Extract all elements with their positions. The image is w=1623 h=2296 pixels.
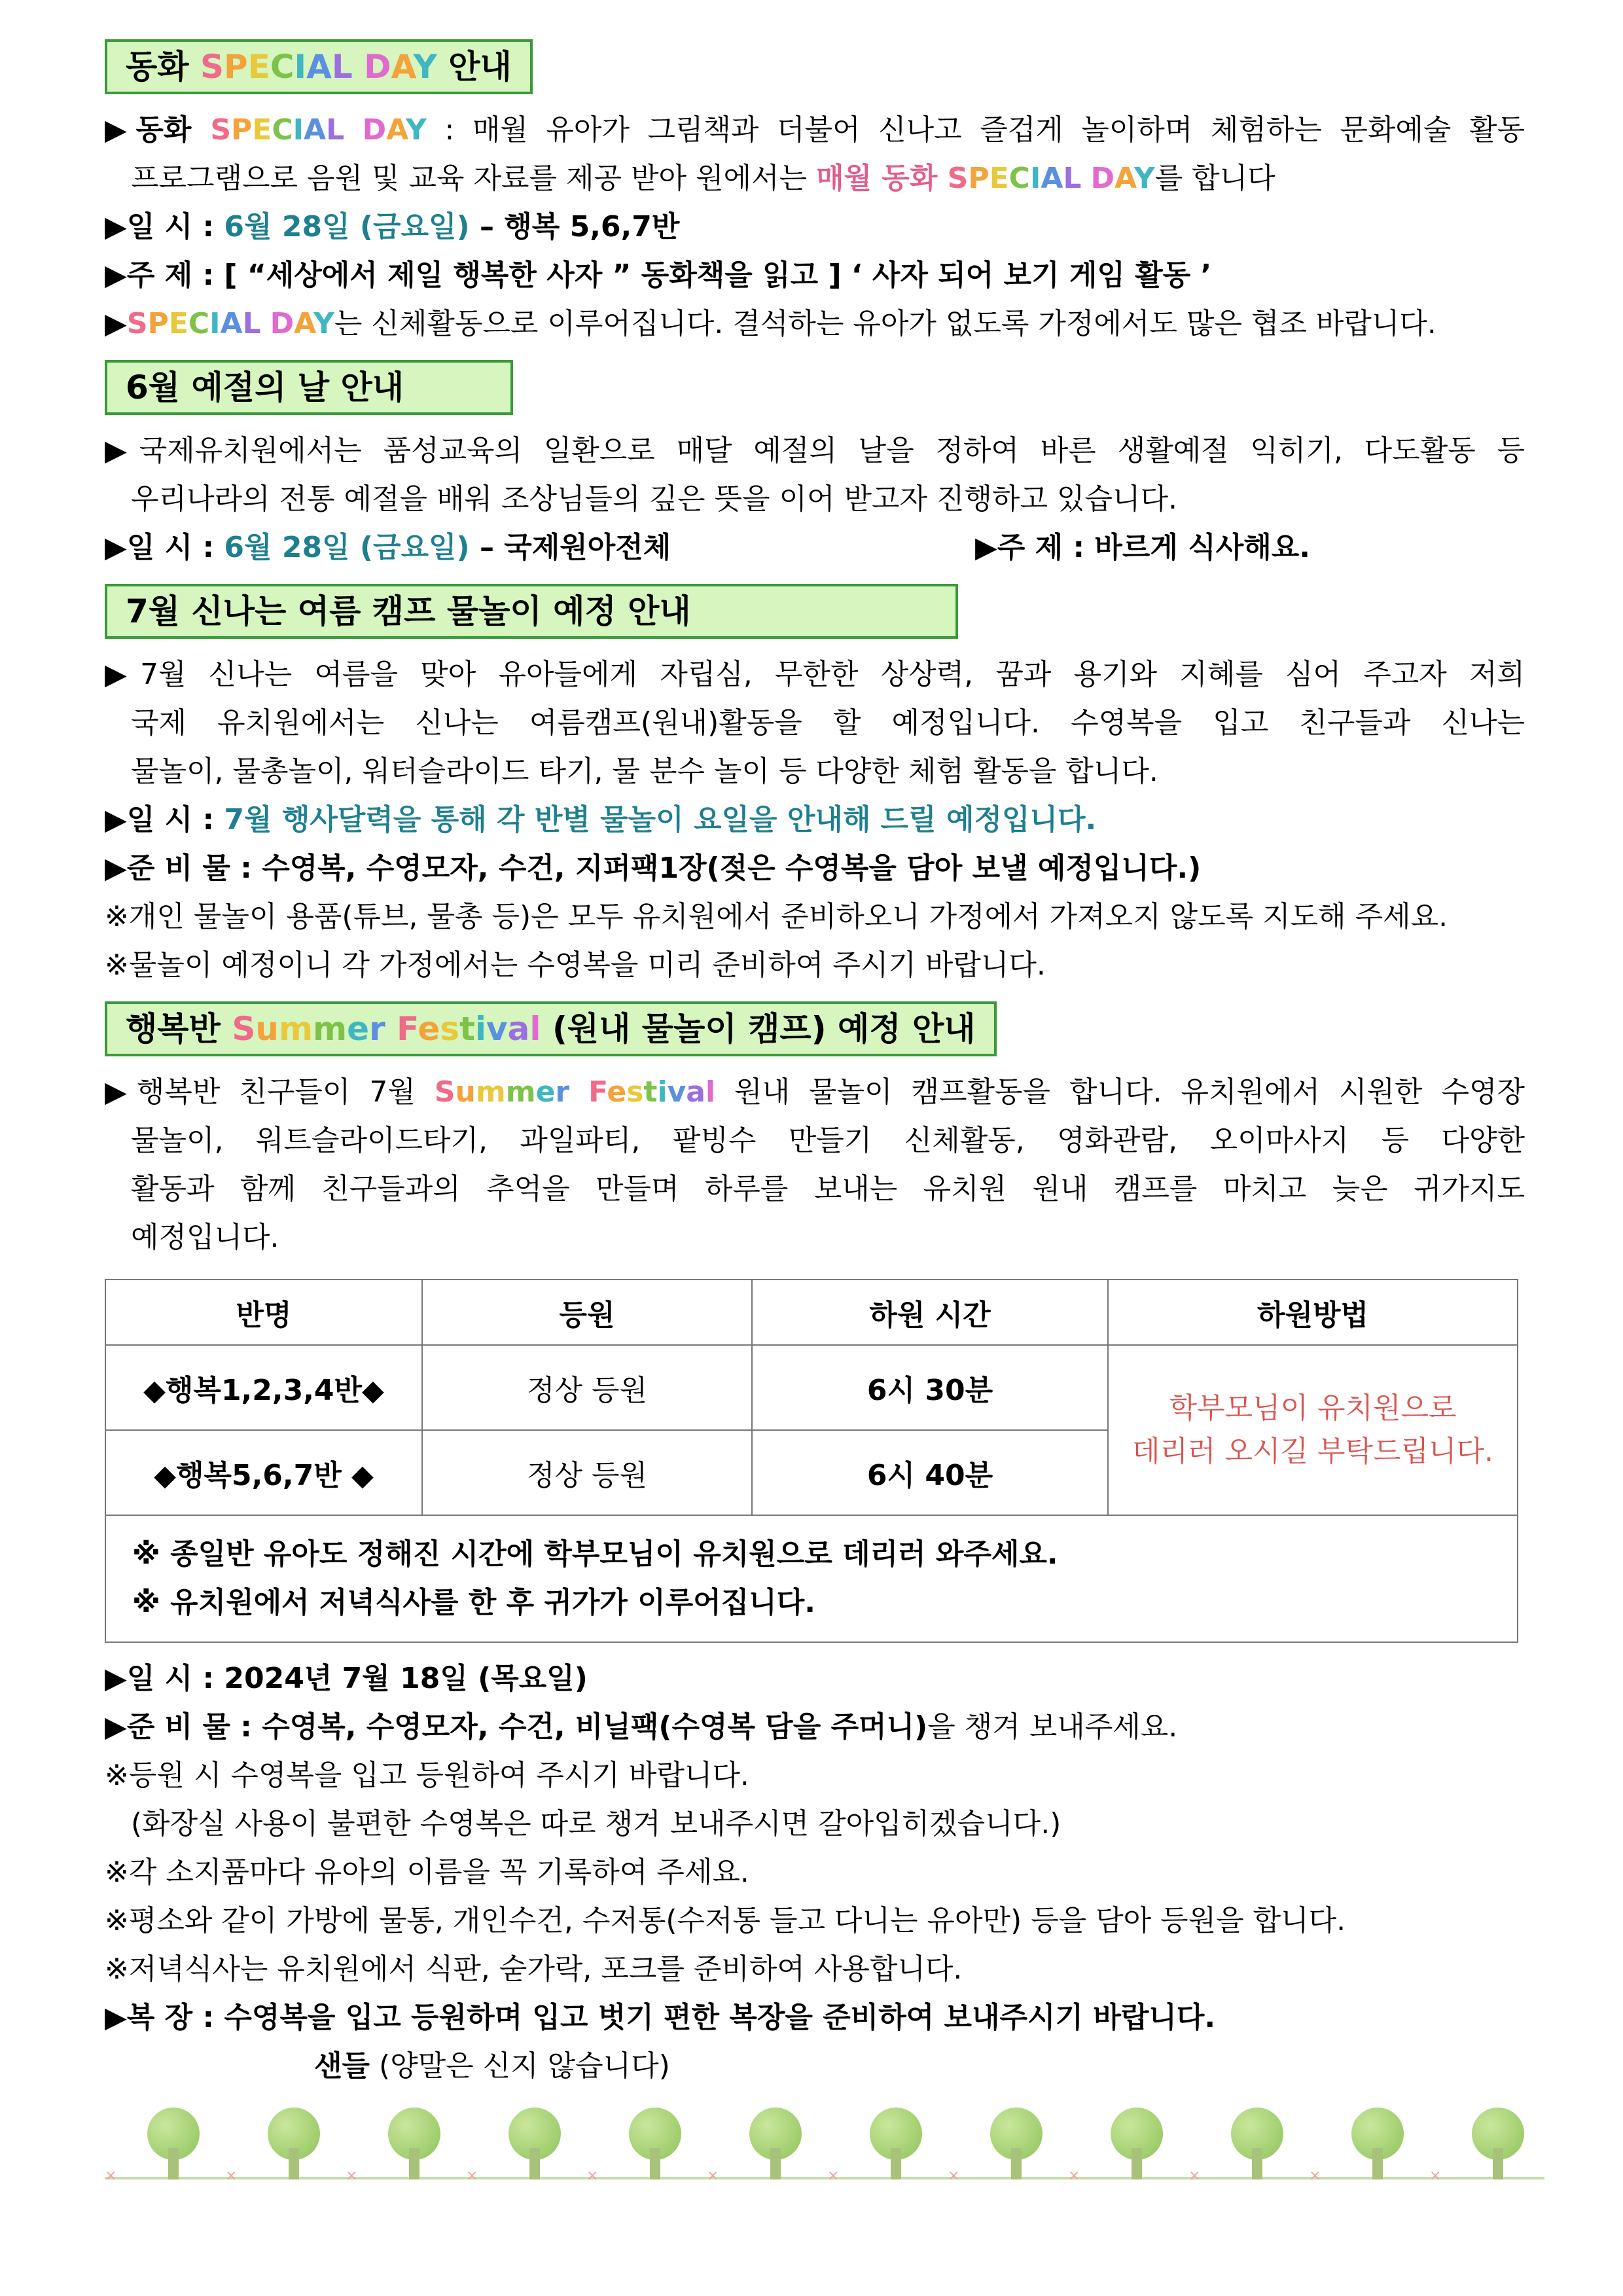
summer-rainbow-text: Summer xyxy=(232,1010,385,1048)
table-cell-method: 학부모님이 유치원으로 데리러 오시길 부탁드립니다. xyxy=(1108,1345,1518,1515)
table-cell-class: ◆행복1,2,3,4반◆ xyxy=(105,1345,422,1430)
camp-note2: ※물놀이 예정이니 각 가정에서는 수영복을 미리 준비하여 주시기 바랍니다. xyxy=(105,948,1046,982)
table-header: 등원 xyxy=(422,1280,752,1345)
table-row xyxy=(105,1345,1518,1430)
tree-icon xyxy=(1107,2108,1166,2179)
day-rainbow-text: DAY xyxy=(364,48,437,86)
table-cell-arrival: 정상 등원 xyxy=(422,1430,752,1515)
festival-note5: ※저녁식사는 유치원에서 식판, 숟가락, 포크를 준비하여 사용합니다. xyxy=(105,1952,963,1986)
camp-desc-line3: 물놀이, 물총놀이, 워터슬라이드 타기, 물 분수 놀이 등 다양한 체험 활동을 합니다. xyxy=(131,755,1158,788)
festival-note2: (화장실 사용이 불편한 수영복은 따로 챙겨 보내주시면 갈아입히겠습니다.) xyxy=(131,1807,1061,1840)
tree-icon xyxy=(626,2108,685,2179)
flower-icon: × xyxy=(1068,2168,1080,2184)
flower-icon: × xyxy=(948,2168,960,2184)
section-title-summer-festival: 행복반 Summer Festival (원내 물놀이 캠프) 예정 안내 xyxy=(105,1001,997,1056)
festival-note4: ※평소와 같이 가방에 물통, 개인수건, 수저통(수저통 들고 다니는 유아만) 등을 담아 등원을 합니다. xyxy=(105,1904,1346,1937)
special-day-desc-line2: 프로그램으로 음원 및 교육 자료를 제공 받아 원에서는 매월 동화 SPECIAL DAY를 합니다 xyxy=(131,162,1275,195)
table-header: 하원방법 xyxy=(1108,1280,1518,1345)
festival-note3: ※각 소지품마다 유아의 이름을 꼭 기록하여 주세요. xyxy=(105,1856,749,1889)
festival-desc-line1: ▶행복반 친구들이 7월 Summer Festival 원내 물놀이 캠프활동을 합니다. 유치원에서 시원한 수영장 xyxy=(105,1075,1525,1109)
special-rainbow-text: SPECIAL xyxy=(200,48,353,86)
festival-desc-line2: 물놀이, 워트슬라이드타기, 과일파티, 팥빙수 만들기 신체활동, 영화관람, 오이마사지 등 다양한 xyxy=(131,1124,1525,1157)
festival-sandal: 샌들 (양말은 신지 않습니다) xyxy=(314,2049,670,2083)
etiquette-desc-line2: 우리나라의 전통 예절을 배워 조상님들의 깊은 뜻을 이어 받고자 진행하고 있습니다. xyxy=(131,482,1177,516)
etiquette-theme: ▶주 제 : 바르게 식사해요. xyxy=(975,531,1310,564)
camp-desc-line2: 국제 유치원에서는 신나는 여름캠프(원내)활동을 할 예정입니다. 수영복을 입고 친구들과 신나는 xyxy=(131,706,1525,740)
tree-icon xyxy=(746,2108,805,2179)
flower-icon: × xyxy=(586,2168,599,2184)
section-title-etiquette: 6월 예절의 날 안내 xyxy=(105,360,513,415)
etiquette-date-row: ▶일 시 : 6월 28일 (금요일) – 국제원아전체 ▶주 제 : 바르게 식사해요. xyxy=(105,524,1525,572)
flower-icon: × xyxy=(1429,2168,1442,2184)
special-day-note: ▶SPECIAL DAY는 신체활동으로 이루어집니다. 결석하는 유아가 없도록 가정에서도 많은 협조 바랍니다. xyxy=(105,307,1436,340)
festival-note1: ※등원 시 수영복을 입고 등원하여 주시기 바랍니다. xyxy=(105,1759,749,1792)
festival-prep: ▶준 비 물 : 수영복, 수영모자, 수건, 비닐팩(수영복 담을 주머니)을 챙겨 보내주세요. xyxy=(105,1710,1178,1744)
flower-icon: × xyxy=(707,2168,719,2184)
camp-prep: ▶준 비 물 : 수영복, 수영모자, 수건, 지퍼팩1장(젖은 수영복을 담아 보낼 예정입니다.) xyxy=(105,852,1202,885)
tree-icon xyxy=(866,2108,925,2179)
special-day-theme: ▶주 제 : [ “세상에서 제일 행복한 사자 ” 동화책을 읽고 ] ‘ 사자 되어 보기 게임 활동 ’ xyxy=(105,259,1212,292)
table-cell-time: 6시 40분 xyxy=(752,1430,1108,1515)
flower-icon: × xyxy=(1309,2168,1321,2184)
title-text: 동화 xyxy=(126,48,201,86)
table-note-row xyxy=(105,1515,1518,1642)
table-note: ※ 종일반 유아도 정해진 시간에 학부모님이 유치원으로 데리러 와주세요. ※ 유치원에서 저녁식사를 한 후 귀가가 이루어집니다. xyxy=(105,1515,1518,1642)
tree-icon xyxy=(987,2108,1046,2179)
tree-icon xyxy=(1348,2108,1407,2179)
festival-rainbow-text: Festival xyxy=(397,1010,541,1048)
tree-icon xyxy=(385,2108,444,2179)
festival-desc-line4: 예정입니다. xyxy=(131,1221,279,1254)
table-cell-class: ◆행복5,6,7반 ◆ xyxy=(105,1430,422,1515)
flower-icon: × xyxy=(105,2168,117,2184)
flower-icon: × xyxy=(1188,2168,1201,2184)
tree-border-decoration xyxy=(105,2121,1544,2206)
table-header: 반명 xyxy=(105,1280,422,1345)
table-cell-time: 6시 30분 xyxy=(752,1345,1108,1430)
tree-icon xyxy=(1469,2108,1527,2179)
flower-icon: × xyxy=(466,2168,478,2184)
flower-icon: × xyxy=(346,2168,358,2184)
camp-desc-line1: ▶7월 신나는 여름을 맞아 유아들에게 자립심, 무한한 상상력, 꿈과 용기와 지혜를 심어 주고자 저희 xyxy=(105,658,1525,691)
table-cell-arrival: 정상 등원 xyxy=(422,1345,752,1430)
section-title-summer-camp: 7월 신나는 여름 캠프 물놀이 예정 안내 xyxy=(105,584,958,639)
etiquette-desc-line1: ▶국제유치원에서는 품성교육의 일환으로 매달 예절의 날을 정하여 바른 생활예절 익히기, 다도활동 등 xyxy=(105,434,1525,467)
title-text: 안내 xyxy=(437,48,512,86)
section-title-special-day xyxy=(105,39,533,94)
pickup-schedule-table xyxy=(105,1279,1518,1643)
table-header: 하원 시간 xyxy=(752,1280,1108,1345)
newsletter-page xyxy=(105,39,1525,2090)
tree-icon xyxy=(144,2108,203,2179)
table-header-row xyxy=(105,1280,1518,1345)
tree-icon xyxy=(1228,2108,1287,2179)
camp-date: ▶일 시 : 7월 행사달력을 통해 각 반별 물놀이 요일을 안내해 드릴 예정입니다. xyxy=(105,803,1097,836)
camp-note1: ※개인 물놀이 용품(튜브, 물총 등)은 모두 유치원에서 준비하오니 가정에서 가져오지 않도록 지도해 주세요. xyxy=(105,900,1448,933)
festival-desc-line3: 활동과 함께 친구들과의 추억을 만들며 하루를 보내는 유치원 원내 캠프를 마치고 늦은 귀가지도 xyxy=(131,1172,1525,1206)
tree-icon xyxy=(505,2108,564,2179)
special-day-desc-line1: ▶동화 SPECIAL DAY : 매월 유아가 그림책과 더불어 신나고 즐겁게 놀이하며 체험하는 문화예술 활동 xyxy=(105,113,1525,147)
festival-dress: ▶복 장 : 수영복을 입고 등원하며 입고 벗기 편한 복장을 준비하여 보내주시기 바랍니다. xyxy=(105,2001,1216,2034)
tree-icon xyxy=(264,2108,323,2179)
special-day-date: ▶일 시 : 6월 28일 (금요일) – 행복 5,6,7반 xyxy=(105,210,680,243)
flower-icon: × xyxy=(225,2168,238,2184)
festival-date: ▶일 시 : 2024년 7월 18일 (목요일) xyxy=(105,1662,588,1695)
flower-icon: × xyxy=(827,2168,840,2184)
